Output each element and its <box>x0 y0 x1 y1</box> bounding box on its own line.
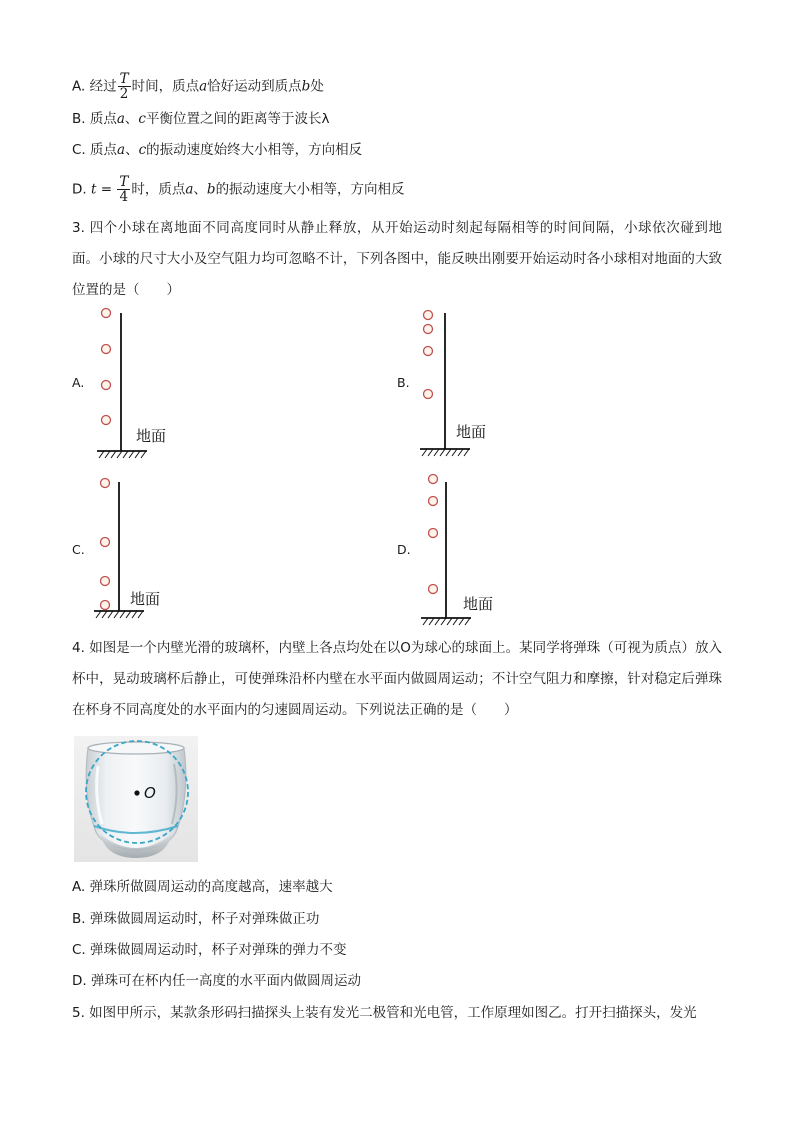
q4-question-text: 4. 如图是一个内壁光滑的玻璃杯，内壁上各点均处在以O为球心的球面上。某同学将弹珠（可视为质点）放入杯中，晃动玻璃杯后静止，可使弹珠沿杯内壁在水平面内做圆周运动；不计空气阻力和摩擦，针对稳定后弹珠在杯身不同高度处的水平面内的匀速圆周运动。下列说法正确的是（ ） <box>72 640 722 718</box>
ball <box>429 497 438 506</box>
ball <box>101 601 110 610</box>
ball <box>102 416 111 425</box>
q2-option-a: A. 经过 $\frac{T}{2}$ 时间，质点a恰好运动到质点b处 <box>72 71 324 102</box>
q3-figure-c <box>90 472 190 632</box>
q3-option-b-label: B. <box>397 375 410 390</box>
q3-figure-a <box>90 305 190 465</box>
q4-option-a: A. 弹珠所做圆周运动的高度越高，速率越大 <box>72 879 333 895</box>
q4-option-c: C. 弹珠做圆周运动时，杯子对弹珠的弹力不变 <box>72 942 347 958</box>
ground-label: 地面 <box>130 590 161 608</box>
fraction-t-over-2: $\frac{T}{2}$ <box>119 71 129 102</box>
ball <box>102 381 111 390</box>
q2-option-d: D. t = $\frac{T}{4}$ 时，质点a、b的振动速度大小相等，方向相反 <box>72 174 405 205</box>
q3-option-d-label: D. <box>397 542 411 557</box>
ball <box>424 390 433 399</box>
ground-label: 地面 <box>456 423 487 441</box>
q4-option-d: D. 弹珠可在杯内任一高度的水平面内做圆周运动 <box>72 973 361 989</box>
ball <box>424 347 433 356</box>
center-label: O <box>144 784 156 802</box>
q3-option-c-label: C. <box>72 542 85 557</box>
q5-question-text: 5. 如图甲所示，某款条形码扫描探头上装有发光二极管和光电管，工作原理如图乙。打开扫描探头，发光 <box>72 1005 697 1021</box>
ground-label: 地面 <box>136 427 167 445</box>
ground-label: 地面 <box>463 595 494 613</box>
ball <box>429 529 438 538</box>
ball <box>102 345 111 354</box>
ball <box>101 577 110 586</box>
q2-option-c: C. 质点a、c的振动速度始终大小相等，方向相反 <box>72 142 363 158</box>
center-point <box>134 790 139 795</box>
ball <box>429 585 438 594</box>
q4-option-b: B. 弹珠做圆周运动时，杯子对弹珠做正功 <box>72 911 320 927</box>
ball <box>101 479 110 488</box>
q3-option-a-label: A. <box>72 375 85 390</box>
q3-figure-d <box>414 472 514 632</box>
ball <box>424 311 433 320</box>
glass-cup-image <box>74 736 198 862</box>
ball <box>102 309 111 318</box>
q3-question-text: 3. 四个小球在离地面不同高度同时从静止释放，从开始运动时刻起每隔相等的时间间隔，小球依次碰到地面。小球的尺寸大小及空气阻力均可忽略不计，下列各图中，能反映出刚要开始运动时各小球相对地面的大致位置的是（ ） <box>72 220 722 298</box>
option-label: A. 经过 <box>72 78 117 95</box>
q3-figure-b <box>414 305 514 465</box>
ball <box>429 475 438 484</box>
q2-option-b: B. 质点a、c平衡位置之间的距离等于波长λ <box>72 111 330 127</box>
fraction-t-over-4: $\frac{T}{4}$ <box>119 174 129 205</box>
ball <box>424 325 433 334</box>
ball <box>101 538 110 547</box>
